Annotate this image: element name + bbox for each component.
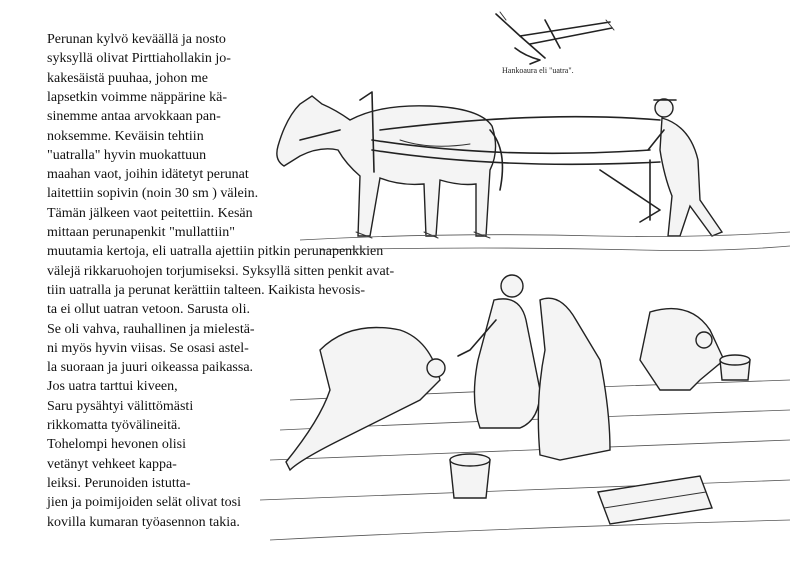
article-line: Saru pysähtyi välittömästi: [47, 398, 194, 414]
workers-drawing: [286, 275, 724, 470]
article-line: laitettiin sopivin (noin 30 sm ) välein.: [47, 186, 259, 202]
plough-caption: Hankoaura eli "uatra".: [502, 66, 574, 75]
article-line: välejä rikkaruohojen torjumiseksi. Syksyllä sitten penkit avat-: [47, 263, 395, 279]
article-line: Perunan kylvö keväällä ja nosto: [47, 32, 226, 47]
article-line: vetänyt vehkeet kappa-: [47, 456, 177, 472]
article-line: Jos uatra tarttui kiveen,: [47, 379, 178, 395]
article-line: sinemme antaa arvokkaan pan-: [47, 109, 221, 125]
article-line: syksyllä olivat Pirttiahollakin jo-: [47, 51, 231, 67]
article-line: leiksi. Perunoiden istutta-: [47, 475, 191, 491]
plough-sketch: [496, 12, 614, 64]
article-line: ni myös hyvin viisas. Se osasi astel-: [47, 340, 249, 356]
article-line: maahan vaot, joihin idätetyt perunat: [47, 167, 249, 183]
article-line: jien ja poimijoiden selät olivat tosi: [47, 495, 242, 511]
article-line: mittaan perunapenkit "mullattiin": [47, 225, 235, 240]
article-line: rikkomatta työvälineitä.: [47, 418, 181, 433]
article-line: Tämän jälkeen vaot peitettiin. Kesän: [47, 205, 253, 221]
article-line: Tohelompi hevonen olisi: [47, 437, 187, 453]
article-line: kovilla kumaran työasennon takia.: [47, 514, 240, 530]
article-line: la suoraan ja juuri oikeassa paikassa.: [47, 360, 254, 376]
article-line: noksemme. Keväisin tehtiin: [47, 128, 204, 144]
article-line: "uatralla" hyvin muokattuun: [47, 147, 207, 163]
article-line: muutamia kertoja, eli uatralla ajettiin pitkin perunapenkkien: [47, 244, 384, 260]
article-line: lapsetkin voimme näppärine kä-: [47, 89, 227, 105]
article-line: kakesäistä puuhaa, johon me: [47, 70, 208, 86]
article-line: tiin uatralla ja perunat kerättiin talteen. Kaikista hevosis-: [47, 282, 366, 298]
article-line: ta ei ollut uatran vetoon. Sarusta oli.: [47, 302, 250, 318]
horse-drawing: [277, 92, 503, 238]
article-line: Se oli vahva, rauhallinen ja mielestä-: [47, 321, 255, 337]
